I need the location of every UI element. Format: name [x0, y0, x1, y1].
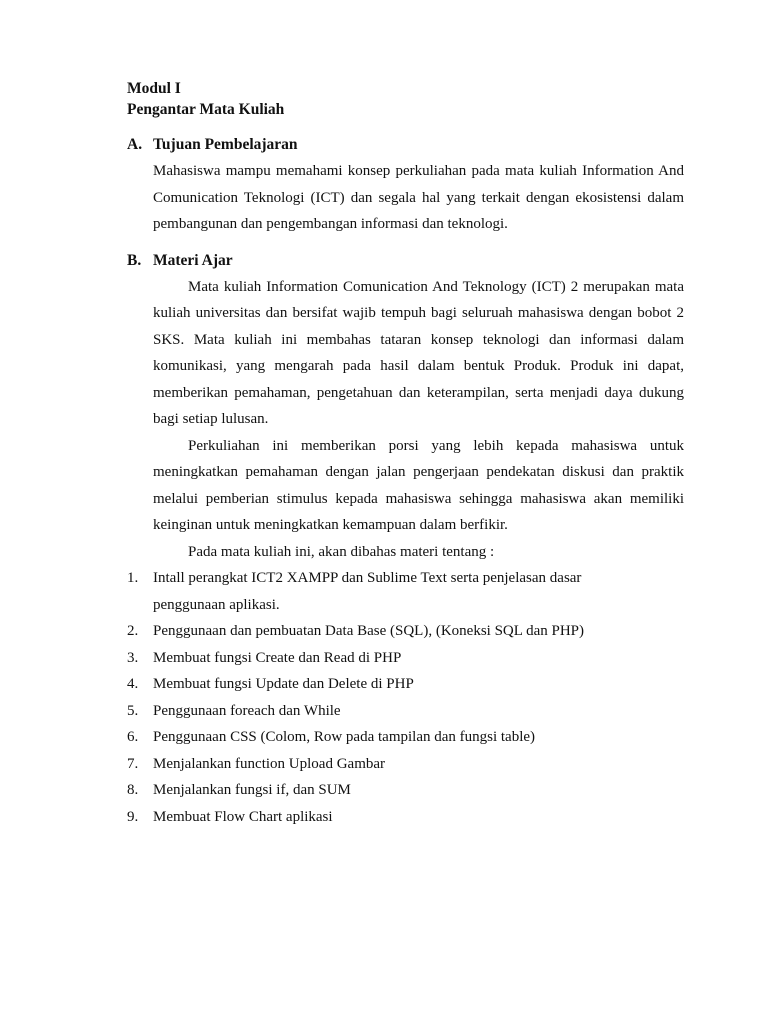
list-item — [127, 751, 684, 778]
list-item-text: Menjalankan function Upload Gambar — [153, 755, 386, 772]
module-title: Pengantar Mata Kuliah — [127, 101, 285, 118]
list-item-text: Penggunaan CSS (Colom, Row pada tampilan dan fungsi table) — [153, 729, 536, 745]
topic-list — [127, 565, 684, 830]
list-item-text: Membuat fungsi Create dan Read di PHP — [153, 649, 402, 666]
section-a-title: Tujuan Pembelajaran — [153, 136, 298, 153]
list-item-number: 5. — [127, 702, 139, 719]
list-item — [127, 777, 684, 804]
list-item-number: 8. — [127, 782, 139, 798]
list-item — [127, 645, 684, 672]
list-item-number: 3. — [127, 649, 139, 666]
section-a-heading — [127, 132, 684, 158]
list-item-text — [153, 565, 684, 618]
list-item-number: 1. — [127, 570, 139, 586]
section-b-letter: B. — [127, 251, 142, 269]
list-item — [127, 724, 684, 751]
section-a-body — [153, 158, 684, 238]
list-item-text: Penggunaan dan pembuatan Data Base (SQL), (Koneksi SQL dan PHP) — [153, 623, 585, 639]
section-b-paragraph-2: Perkuliahan ini memberikan porsi yang lebih kepada mahasiswa untuk meningkatkan pemahaman dengan jalan pengerjaan pendekatan diskusi dan praktik melalui pemberian stimulus kepada mahasiswa sehingga mahasiswa akan memiliki keinginan untuk meningkatkan kemampuan dalam berfikir. — [153, 437, 684, 533]
list-item — [127, 565, 684, 618]
list-item-number: 4. — [127, 676, 139, 692]
list-item-text: Penggunaan foreach dan While — [153, 702, 341, 719]
section-b-title: Materi Ajar — [153, 251, 233, 269]
list-item — [127, 804, 684, 831]
list-item — [127, 698, 684, 725]
list-item — [127, 618, 684, 645]
module-number: Modul I — [127, 80, 181, 97]
section-b-paragraph-3: Pada mata kuliah ini, akan dibahas materi tentang : — [188, 543, 495, 560]
section-b-body — [153, 274, 684, 566]
section-b — [127, 248, 684, 831]
section-b-heading — [127, 248, 684, 274]
list-item — [127, 671, 684, 698]
list-item-line-continued: penggunaan aplikasi. — [153, 596, 280, 613]
list-item-line: Intall perangkat ICT2 XAMPP dan Sublime Text serta penjelasan dasar — [153, 570, 582, 586]
section-b-paragraph-1: Mata kuliah Information Comunication And Teknology (ICT) 2 merupakan mata kuliah universitas dan bersifat wajib tempuh bagi seluruah mahasiswa dengan bobot 2 SKS. Mata kuliah ini membahas tataran konsep teknologi dan informasi dalam komunikasi, yang mengarah pada hasil dalam bentuk Produk. Produk ini dapat, memberikan pemahaman, pengetahuan dan keterampilan, serta menjadi daya dukung bagi setiap lulusan. — [153, 278, 684, 427]
list-item-text: Membuat Flow Chart aplikasi — [153, 808, 333, 825]
section-a-paragraph: Mahasiswa mampu memahami konsep perkuliahan pada mata kuliah Information And Comunication Teknologi (ICT) dan segala hal yang terkait dengan ekosistensi dalam pembangunan dan pengembangan informasi dan teknologi. — [153, 163, 684, 232]
list-item-number: 2. — [127, 623, 139, 639]
document-content — [127, 78, 684, 830]
list-item-number: 7. — [127, 755, 139, 772]
list-item-text: Membuat fungsi Update dan Delete di PHP — [153, 676, 414, 692]
list-item-number: 9. — [127, 808, 139, 825]
list-item-number: 6. — [127, 729, 139, 745]
section-a — [127, 132, 684, 238]
section-a-letter: A. — [127, 136, 143, 153]
list-item-text: Menjalankan fungsi if, dan SUM — [153, 782, 351, 798]
